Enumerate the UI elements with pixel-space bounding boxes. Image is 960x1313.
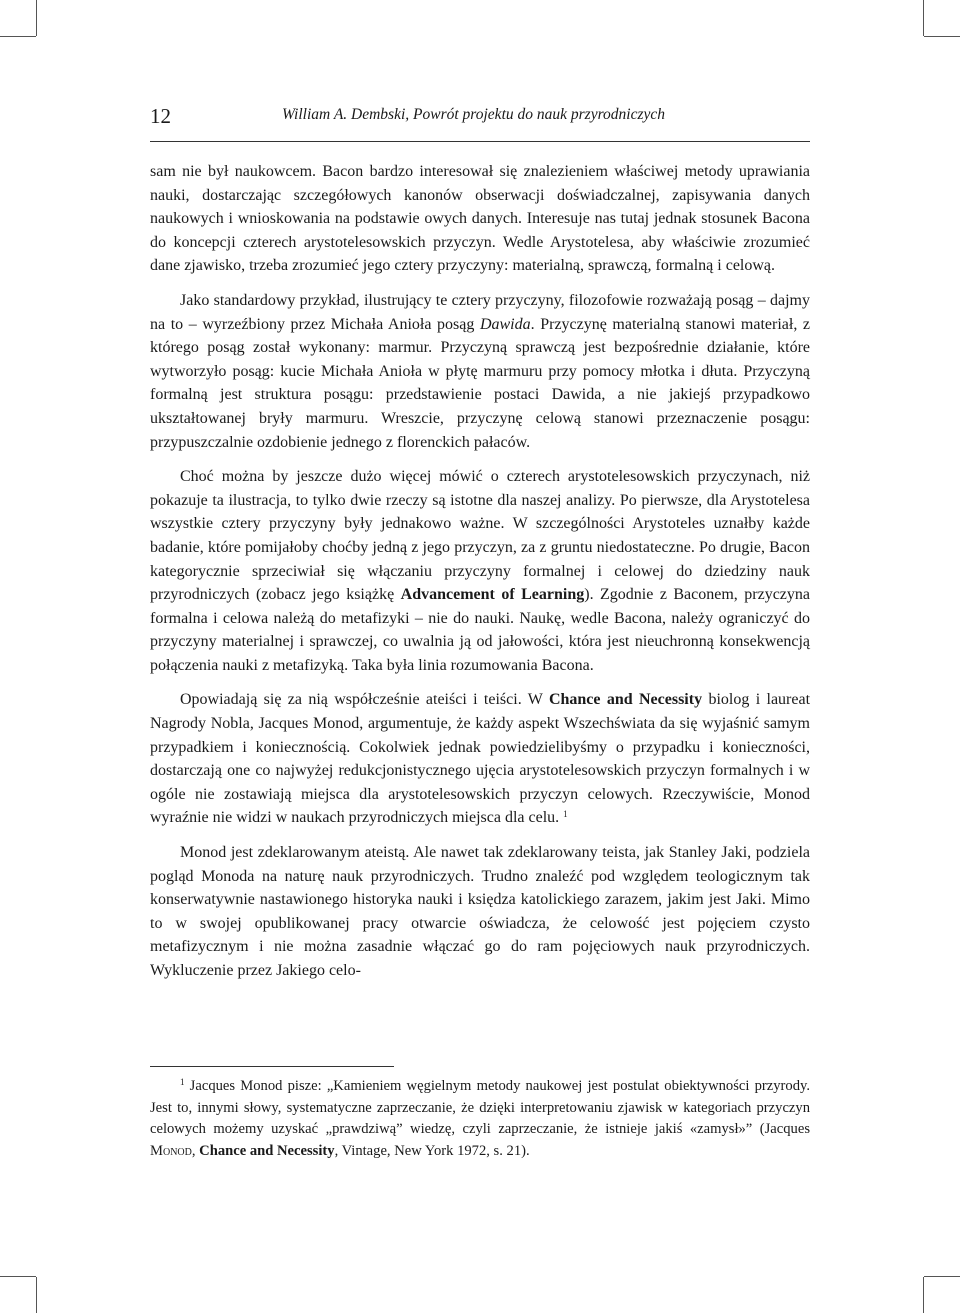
paragraph-2-text: Jako standardowy przykład, ilustrujący te cztery przyczyny, filozofowie rozważają posąg – dajmy na to – wyrzeźbiony przez Michała Anioła posąg bbox=[150, 291, 810, 333]
page-header bbox=[150, 104, 810, 134]
italic-title-dawida: Dawida bbox=[479, 315, 531, 333]
paragraph-1-text: sam nie był naukowcem. Bacon bardzo interesował się znalezieniem właściwej metody uprawiania nauki, dostarczając szczegółowych kanonów obserwacji doświadczalnej, zapisywania danych naukowych i wnioskowania na podstawie owych danych. Interesuje nas tutaj jednak stosunek Bacona do koncepcji czterech arystotelesowskich przyczyn. Wedle Arystotelesa, aby właściwie zrozumieć dane zjawisko, trzeba zrozumieć jego cztery przyczyny: materialną, sprawczą, formalną i celową. bbox=[150, 163, 810, 275]
footnote-text: Jacques Monod pisze: „Kamieniem węgielnym metody naukowej jest postulat obiektywności przyrody. Jest to, innymi słowy, systematyczne zaprzeczanie, że dzięki interpretowaniu zjawisk w kategoriach przyczyn celowych możemy uzyskać „prawdziwą” wiedzę, czyli zaprzeczanie, że istnieje jakiś «zamysł»” (Jacques bbox=[150, 1078, 810, 1137]
crop-mark bbox=[36, 1277, 37, 1313]
footnote-text: , bbox=[191, 1142, 200, 1159]
paragraph-5 bbox=[150, 841, 810, 983]
paragraph-5-text: Monod jest zdeklarowanym ateistą. Ale nawet tak zdeklarowany teista, jak Stanley Jaki, podziela pogląd Monoda na naturę nauk przyrodniczych. Trudno znaleźć pod względem teologicznym tak konserwatywnie nastawionego historyka nauki i księdza katolickiego zarazem, jakim jest Jaki. Mimo to w swojej opublikowanej pracy otwarcie oświadcza, że celowość jest pojęciem czysto metafizycznym i nie można zasadnie włączać go do ram pojęciowych nauk przyrodniczych. Wykluczenie przez Jakiego celo- bbox=[150, 844, 810, 979]
crop-mark bbox=[924, 36, 960, 37]
crop-mark bbox=[0, 36, 36, 37]
page-number: 12 bbox=[150, 104, 171, 128]
crop-mark bbox=[36, 0, 37, 36]
paragraph-2-text: . Przyczynę materialną stanowi materiał, z którego posąg został wykonany: marmur. Przyczyną sprawczą jest bezpośrednie działanie, które wytworzyło posąg: kucie Michała Anioła w płytę marmuru przy pomocy młotka i dłuta. Przyczyną formalną jest struktura posągu: przedstawienie postaci Dawida, a nie jakiejś przypadkowo ukształtowanej bryły marmuru. Wreszcie, przyczynę celową stanowi przeznaczenie posągu: przypuszczalnie ozdobienie jednego z florenckich pałaców. bbox=[150, 315, 811, 451]
crop-mark bbox=[0, 1276, 36, 1277]
footnote-marker: 1 bbox=[180, 1077, 185, 1087]
author-name-smallcaps: Monod bbox=[150, 1142, 192, 1159]
header-rule bbox=[150, 141, 810, 142]
crop-mark bbox=[924, 1276, 960, 1277]
paragraph-3-text: ). Zgodnie z Baconem, przyczyna formalna i celowa należą do metafizyki – nie do nauki. Naukę, wedle Bacona, należy ograniczyć do przyczyny materialnej i sprawczej, co uwalnia ją od jałowości, która jest nieuchronną konsekwencją połączenia nauki z metafizyką. Taka była linia rozumowania Bacona. bbox=[150, 586, 811, 674]
running-title: William A. Dembski, Powrót projektu do nauk przyrodniczych bbox=[282, 106, 666, 123]
book-title-chance-necessity: Chance and Necessity bbox=[199, 1142, 335, 1159]
paragraph-4-text: biolog i laureat Nagrody Nobla, Jacques Monod, argumentuje, że każdy aspekt Wszechświata da się wyjaśnić samym przypadkiem i koniecznością. Cokolwiek jednak powiedzielibyśmy o przypadku i konieczności, dostarczają one co najwyżej redukcjonistycznego ujęcia arystotelesowskich przyczyn formalnych i w ogóle nie zostawiają miejsca dla arystotelesowskich przyczyn celowych. Rzeczywiście, Monod wyraźnie nie widzi w naukach przyrodniczych miejsca dla celu. bbox=[150, 691, 811, 827]
footnote-1 bbox=[150, 1076, 810, 1162]
footnote-text: , Vintage, New York 1972, s. 21). bbox=[334, 1142, 530, 1159]
paragraph-2 bbox=[150, 289, 810, 454]
footnote-rule bbox=[150, 1066, 394, 1067]
book-title-advancement: Advancement of Learning bbox=[400, 586, 585, 604]
crop-mark bbox=[923, 1277, 924, 1313]
paragraph-4 bbox=[150, 688, 810, 830]
body-text bbox=[150, 160, 810, 994]
footnotes bbox=[150, 1076, 810, 1162]
footnote-reference[interactable]: 1 bbox=[563, 809, 568, 820]
paragraph-3 bbox=[150, 465, 810, 677]
paragraph-3-text: Choć można by jeszcze dużo więcej mówić o czterech arystotelesowskich przyczynach, niż pokazuje ta ilustracja, to tylko dwie rzeczy są istotne dla naszej analizy. Po pierwsze, dla Arystotelesa wszystkie cztery przyczyny były jednakowo ważne. W szczególności Arystoteles uznałby każde badanie, które pomijałoby choćby jedną z jego przyczyn, za z gruntu niedostateczne. Po drugie, Bacon kategorycznie sprzeciwiał się włączaniu przyczyny formalnej i celowej do dziedziny nauk przyrodniczych (zobacz jego książkę bbox=[150, 468, 810, 604]
book-title-chance-necessity: Chance and Necessity bbox=[548, 691, 703, 709]
crop-mark bbox=[923, 0, 924, 36]
paragraph-4-text: Opowiadają się za nią współcześnie ateiści i teiści. W bbox=[180, 691, 549, 709]
paragraph-1 bbox=[150, 160, 810, 278]
